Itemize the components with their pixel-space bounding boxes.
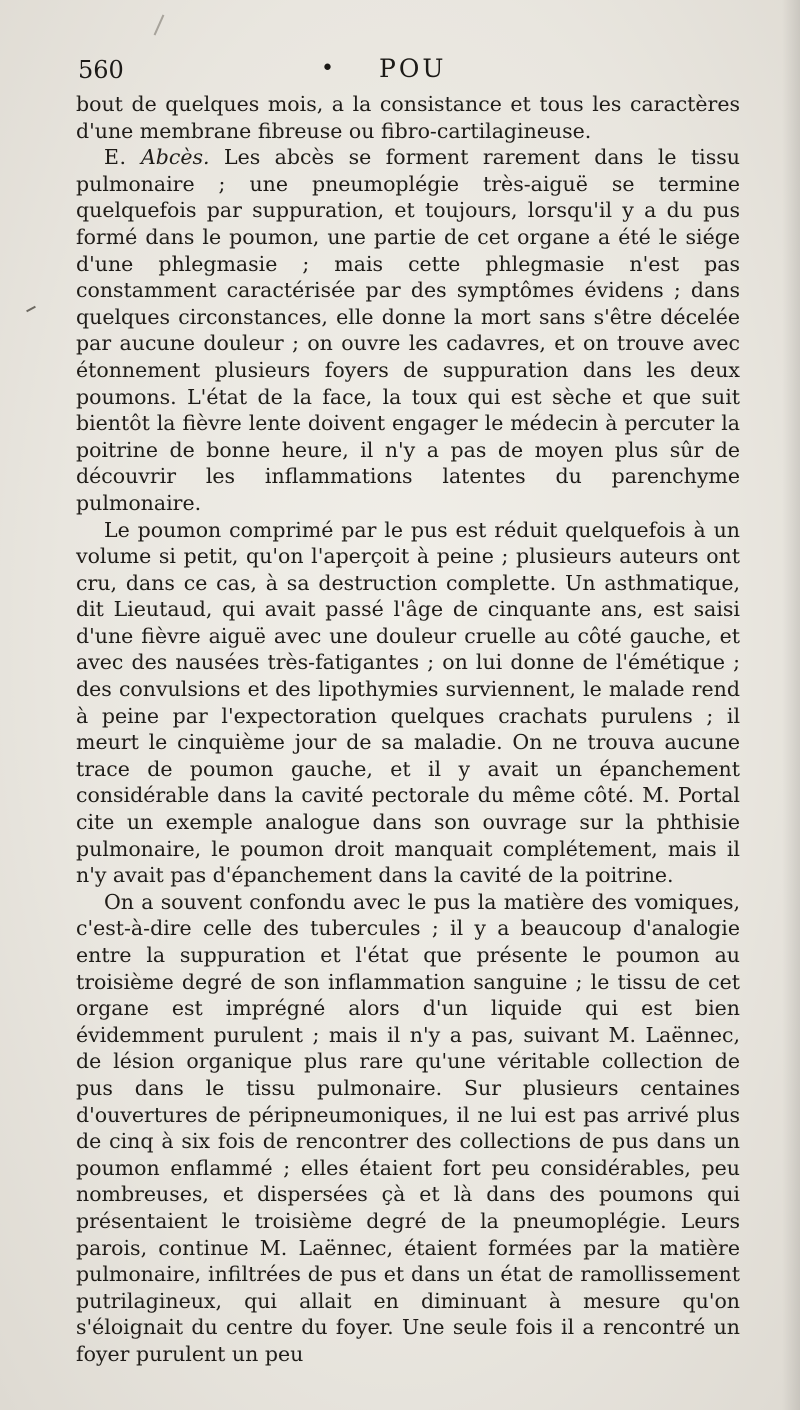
paragraph-vomiques: On a souvent confondu avec le pus la matière des vomiques, c'est-à-dire celle des tubercules ; il y a beaucoup d'analogie entre la suppuration et l'état que présente le poumon au troisième degré de son inflammation sanguine ; le tissu de cet organe est imprégné alors d'un liquide qui est bien évidemment purulent ; mais il n'y a pas, suivant M. Laënnec, de lésion organique plus rare qu'une véritable collection de pus dans le tissu pulmonaire. Sur plusieurs centaines d'ouvertures de péripneumoniques, il ne lui est pas arrivé plus de cinq à six fois de rencontrer des collections de pus dans un poumon enflammé ; elles étaient fort peu considérables, peu nombreuses, et dispersées çà et là dans des poumons qui présentaient le troisième degré de la pneumoplégie. Leurs parois, continue M. Laënnec, étaient formées par la matière pulmonaire, infiltrées de pus et dans un état de ramollissement putrilagineux, qui allait en diminuant à mesure qu'on s'éloignait du centre du foyer. Une seule fois il a rencontré un foyer purulent un peu	[76, 889, 740, 1366]
section-title: Abcès.	[140, 145, 210, 170]
page-number: 560	[78, 56, 124, 84]
header-ornament: •	[321, 56, 334, 81]
pencil-mark	[154, 15, 165, 36]
margin-mark	[26, 306, 36, 312]
page-header	[76, 52, 738, 88]
paragraph-abces-text: Les abcès se forment rarement dans le tissu pulmonaire ; une pneumoplégie très-aiguë se termine quelquefois par suppuration, et toujours, lorsqu'il y a du pus formé dans le poumon, une partie de cet organe a été le siége d'une phlegmasie ; mais cette phlegmasie n'est pas constamment caractérisée par des symptômes évidens ; dans quelques circonstances, elle donne la mort sans s'être décelée par aucune douleur ; on ouvre les cadavres, et on trouve avec étonnement plusieurs foyers de suppuration dans les deux poumons. L'état de la face, la toux qui est sèche et que suit bientôt la fièvre lente doivent engager le médecin à percuter la poitrine de bonne heure, il n'y a pas de moyen plus sûr de découvrir les inflammations latentes du parenchyme pulmonaire.	[76, 145, 740, 515]
running-head: POU	[379, 54, 447, 83]
paragraph-abces	[76, 144, 740, 516]
paragraph-poumon-comprime: Le poumon comprimé par le pus est réduit quelquefois à un volume si petit, qu'on l'aperçoit à peine ; plusieurs auteurs ont cru, dans ce cas, à sa destruction complette. Un asthmatique, dit Lieutaud, qui avait passé l'âge de cinquante ans, est saisi d'une fièvre aiguë avec une douleur cruelle au côté gauche, et avec des nausées très-fatigantes ; on lui donne de l'émétique ; des convulsions et des lipothymies surviennent, le malade rend à peine par l'expectoration quelques crachats purulens ; il meurt le cinquième jour de sa maladie. On ne trouva aucune trace de poumon gauche, et il y avait un épanchement considérable dans la cavité pectorale du même côté. M. Portal cite un exemple analogue dans son ouvrage sur la phthisie pulmonaire, le poumon droit manquait complétement, mais il n'y avait pas d'épanchement dans la cavité de la poitrine.	[76, 517, 740, 888]
page-edge-shadow	[782, 0, 800, 1410]
page-body	[76, 91, 740, 1368]
paragraph-continuation: bout de quelques mois, a la consistance et tous les caractères d'une membrane fibreuse ou fibro-cartilagineuse.	[76, 92, 740, 143]
section-letter: E.	[104, 145, 127, 170]
